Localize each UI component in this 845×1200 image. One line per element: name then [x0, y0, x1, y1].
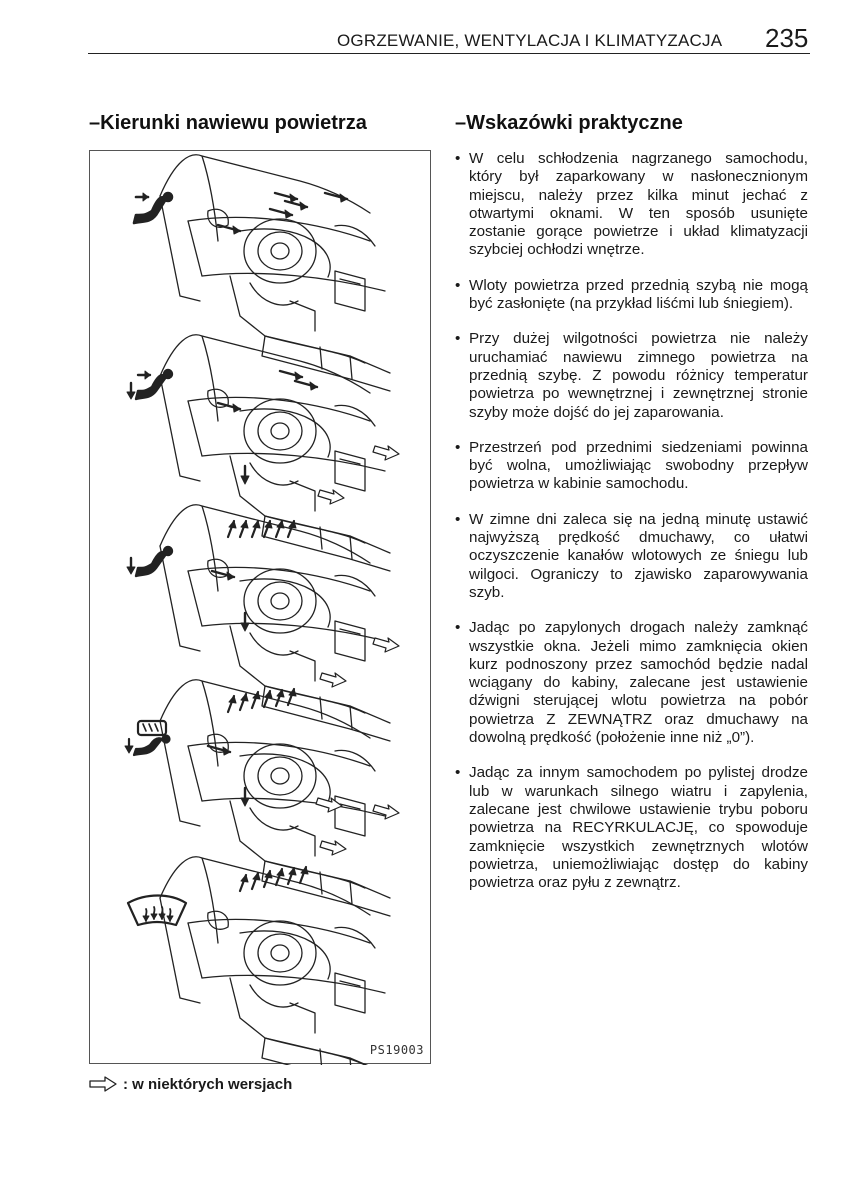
running-header: OGRZEWANIE, WENTYLACJA I KLIMATYZACJA [337, 31, 723, 50]
tip-item [455, 764, 808, 892]
figure-code: PS19003 [369, 1043, 424, 1057]
bullet: • [455, 510, 461, 528]
tip-text: Przy dużej wilgotności powietrza nie należy uruchamiać nawiewu zimnego powietrza na przednią szybę. Z powodu różnicy temperatur powietrza po wewnętrznej i zewnętrznej stronie szyby może dojść do jej zaparowania. [469, 330, 808, 421]
page-number: 235 [765, 23, 809, 53]
bullet: • [455, 330, 461, 348]
header-rule [88, 53, 810, 54]
tip-text: W zimne dni zaleca się na jedną minutę ustawić najwyższą prędkość dmuchawy, co ułatwi oczyszczenie kanałów wlotowych ze śniegu lub wilgoci. Ograniczy to zjawisko zaparowywania szyb. [469, 510, 808, 601]
bullet: • [455, 438, 461, 456]
tip-item [455, 277, 808, 314]
tip-text: Przestrzeń pod przednimi siedzeniami powinna być wolna, umożliwiając swobodny przepływ powietrza w kabinie samochodu. [469, 438, 808, 493]
tip-item [455, 511, 808, 602]
windshield-defrost-icon [128, 896, 186, 926]
tip-item [455, 439, 808, 494]
tip-text: Jadąc za innym samochodem po pylistej drodze lub w warunkach silnego wiatru i zapylenia, zalecane jest chwilowe ustawienie trybu poboru powietrza na RECYRKULACJĘ, co spowoduje zamknięcie wszystkich zewnętrznych wlotów powietrza, uniemożliwiając dostęp do kabiny powietrza oraz pyłu z zewnątrz. [469, 764, 808, 892]
tip-text: Wloty powietrza przed przednią szybą nie mogą być zasłonięte (na przykład liśćmi lub śniegiem). [469, 276, 808, 313]
air-direction-figure [89, 150, 431, 1064]
tip-item [455, 330, 808, 421]
practical-tips-list [455, 150, 808, 909]
legend-text: : w niektórych wersjach [123, 1075, 293, 1093]
bullet: • [455, 619, 461, 637]
bullet: • [455, 150, 461, 167]
hollow-arrow-icon [89, 1076, 117, 1092]
practical-tips-heading: –Wskazówki praktyczne [455, 112, 683, 134]
tip-item [455, 150, 808, 260]
tip-text: Jadąc po zapylonych drogach należy zamknąć wszystkie okna. Jeżeli mimo zamknięcia okien kurz podnoszony przez samochód będzie nadal wciągany do kabiny, zalecane jest ustawienie dźwigni sterującej wlotu powietrza na pobór powietrza Z ZEWNĄTRZ oraz dmuchawy na dowolną prędkość (położenie inne niż „0”). [469, 619, 808, 747]
tip-text: W celu schłodzenia nagrzanego samochodu, który był zaparkowany w nasłonecznionym miejscu, należy przez kilka minut jechać z otwartymi oknami. W ten sposób usunięte zostanie gorące powietrze i układ klimatyzacji szybciej ochłodzi wnętrze. [469, 150, 808, 259]
bi-level-vent-icon [127, 370, 172, 399]
air-direction-heading: –Kierunki nawiewu powietrza [89, 112, 367, 134]
face-vent-icon [134, 193, 172, 223]
bullet: • [455, 764, 461, 782]
figure-legend [89, 1073, 292, 1095]
tip-item [455, 619, 808, 747]
bullet: • [455, 276, 461, 294]
